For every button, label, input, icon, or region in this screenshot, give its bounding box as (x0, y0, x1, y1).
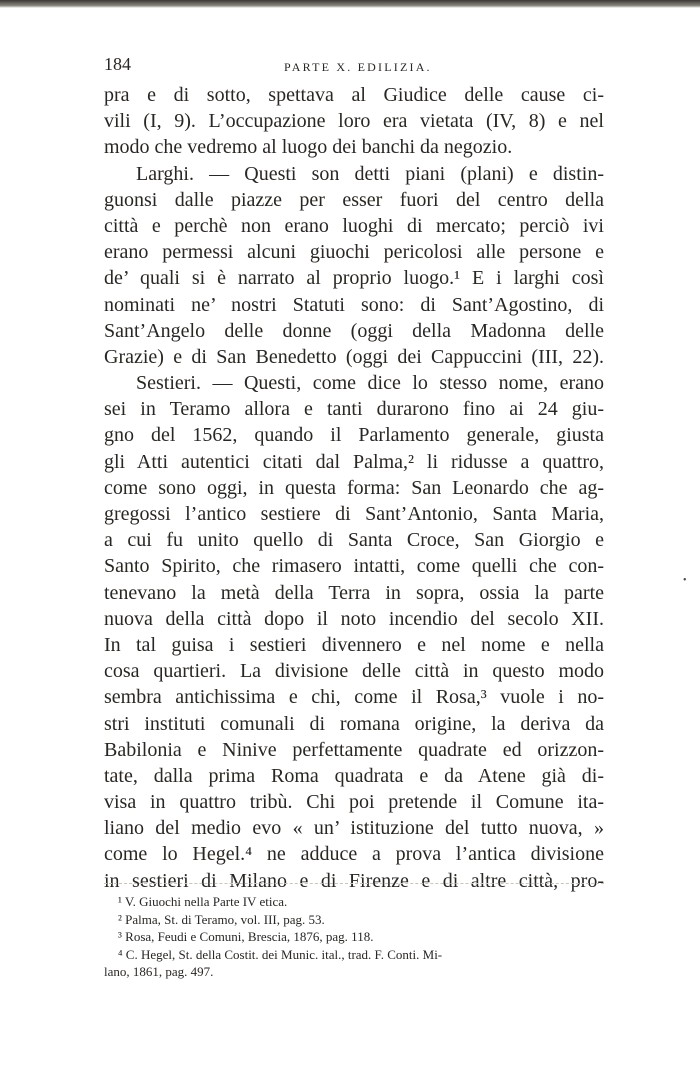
footnote: lano, 1861, pag. 497. (104, 964, 214, 979)
page-number: 184 (104, 54, 131, 74)
text-line: gli Atti autentici citati dal Palma,² li ridusse a quattro, (104, 450, 604, 473)
text-line: erano permessi alcuni giuochi pericolosi alle persone e (104, 241, 604, 264)
text-line: nuova della città dopo il noto incendio del secolo XII. (104, 607, 604, 630)
text-line: pra e di sotto, spettava al Giudice delle cause ci- (104, 84, 604, 106)
body-text (104, 82, 604, 894)
text-line: gno del 1562, quando il Parlamento generale, giusta (104, 424, 604, 447)
text-line: tenevano la metà della Terra in sopra, ossia la parte (104, 581, 604, 604)
text-line: de’ quali si è narrato al proprio luogo.¹ E i larghi così (104, 267, 604, 290)
text-line: guonsi dalle piazze per esser fuori del centro della (104, 188, 604, 211)
text-line: in sestieri di Milano e di Firenze e di altre città, pro- (104, 869, 604, 892)
text-line: Sestieri. — Questi, come dice lo stesso nome, erano (136, 372, 604, 395)
text-line: città e perchè non erano luoghi di mercato; perciò ivi (104, 214, 604, 237)
footnotes (104, 893, 594, 981)
text-line: nominati ne’ nostri Statuti sono: di Sant’Agostino, di (104, 293, 604, 316)
text-line: come lo Hegel.⁴ ne adduce a prova l’antica divisione (104, 843, 604, 866)
footnote-separator (104, 883, 604, 884)
text-line: Babilonia e Ninive perfettamente quadrate ed orizzon- (104, 738, 604, 761)
scan-top-edge (0, 0, 700, 8)
text-line: liano del medio evo « un’ istituzione del tutto nuova, » (104, 817, 604, 840)
footnote: ¹ V. Giuochi nella Parte IV etica. (118, 894, 288, 909)
text-line: sei in Teramo allora e tanti durarono fino ai 24 giu- (104, 398, 604, 421)
text-line: come sono oggi, in questa forma: San Leonardo che ag- (104, 476, 604, 499)
text-line: stri instituti comunali di romana origine, la deriva da (104, 712, 604, 735)
text-line: Larghi. — Questi son detti piani (plani) e distin- (136, 162, 604, 185)
text-line: In tal guisa i sestieri divennero e nel nome e nella (104, 633, 604, 656)
footnote: ³ Rosa, Feudi e Comuni, Brescia, 1876, pag. 118. (118, 929, 374, 944)
footnote: ² Palma, St. di Teramo, vol. III, pag. 53. (118, 911, 325, 927)
page-header (104, 54, 604, 78)
text-line: gregossi l’antico sestiere di Sant’Antonio, Santa Maria, (104, 503, 604, 525)
text-line: cosa quartieri. La divisione delle città in questo modo (104, 660, 604, 683)
text-line: vili (I, 9). L’occupazione loro era vietata (IV, 8) e nel (104, 110, 604, 133)
footnote: ⁴ C. Hegel, St. della Costit. dei Munic. ital., trad. F. Conti. Mi- (118, 946, 443, 962)
text-line: sembra antichissima e chi, come il Rosa,³ vuole i no- (104, 686, 604, 709)
text-line: Santo Spirito, che rimasero intatti, come quelli che con- (104, 555, 604, 578)
running-head: PARTE X. EDILIZIA. (284, 60, 432, 74)
text-line: Grazie) e di San Benedetto (oggi dei Cappuccini (III, 22). (104, 345, 604, 368)
text-line: Sant’Angelo delle donne (oggi della Madonna delle (104, 319, 604, 342)
text-line: tate, dalla prima Roma quadrata e da Atene già di- (104, 764, 604, 787)
margin-mark: • (683, 575, 687, 586)
text-line: a cui fu unito quello di Santa Croce, San Giorgio e (104, 529, 604, 552)
text-line: visa in quattro tribù. Chi poi pretende il Comune ita- (104, 791, 604, 814)
text-line: modo che vedremo al luogo dei banchi da negozio. (104, 136, 513, 159)
